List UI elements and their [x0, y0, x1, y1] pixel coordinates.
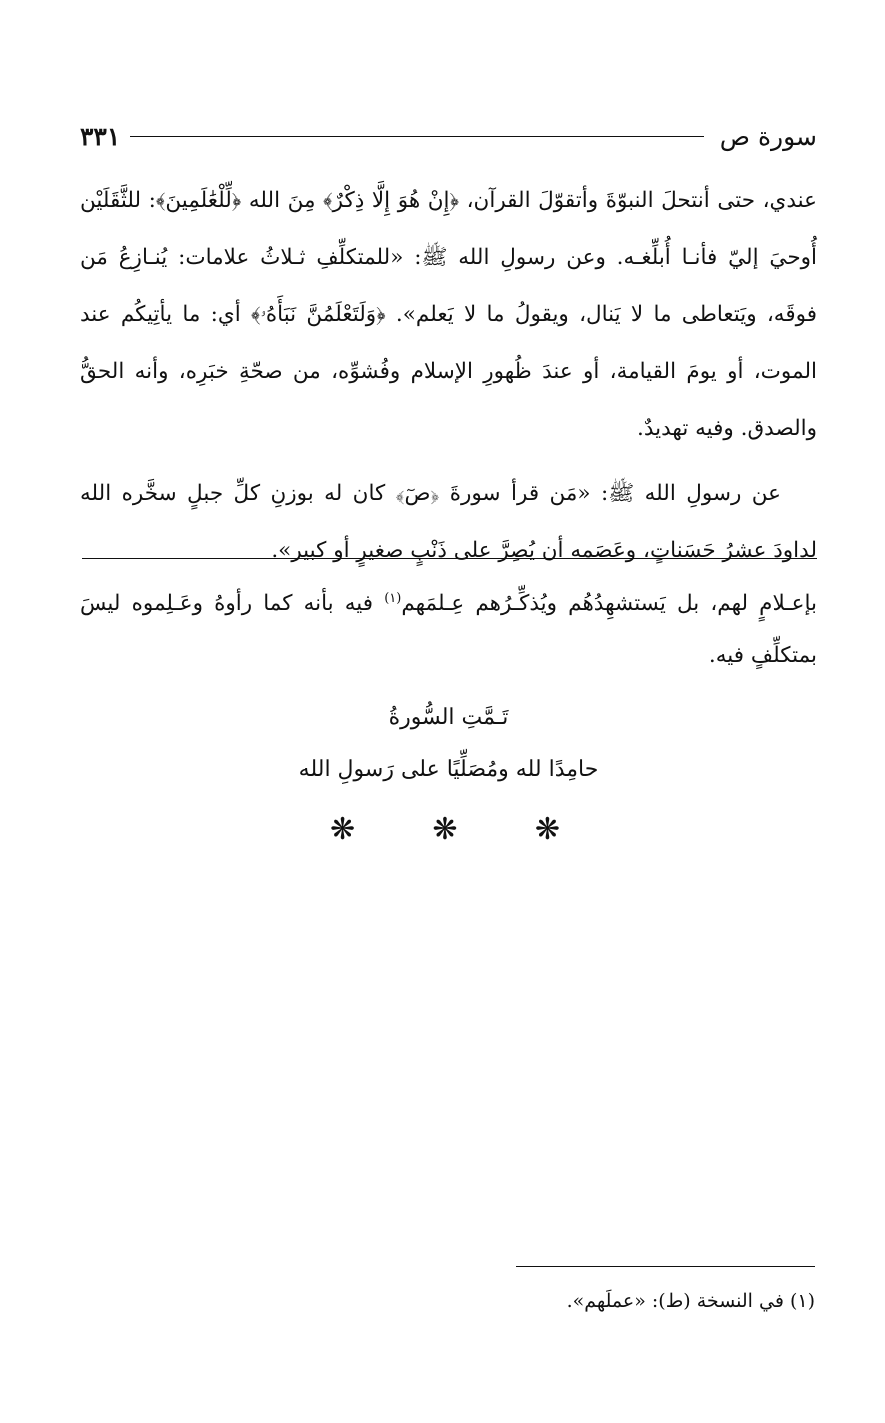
footnote: (١) في النسخة (ط): «عملَهم».: [566, 1290, 815, 1312]
star-ornament-icon: ❋: [432, 812, 458, 847]
closing-line-surah-ended: تَـمَّتِ السُّورةُ: [388, 705, 509, 730]
running-header: [80, 118, 817, 154]
footnote-rule: [516, 1266, 815, 1267]
header-rule: [130, 136, 703, 137]
closing-formula: [80, 692, 817, 796]
section-divider: [82, 558, 817, 559]
star-ornament-icon: ❋: [330, 812, 356, 847]
main-text: [80, 172, 817, 579]
page-number: ٣٣١: [80, 121, 121, 151]
star-ornament-icon: ❋: [534, 812, 560, 847]
surah-name: سورة ص: [719, 121, 817, 151]
star-separator: [330, 812, 560, 847]
closing-line-praise: حامِدًا لله ومُصَلِّيًا على رَسولِ الله: [298, 757, 599, 782]
paragraph-hadith: عن رسولِ الله ﷺ: «مَن قرأ سورةَ ﴿صٓ﴾ كان له بوزنِ كلِّ جبلٍ سخَّره الله لداودَ عشرُ حَسَناتٍ، وعَصَمه أن يُصِرَّ على ذَنْبٍ صغيرٍ أو كبير».: [80, 481, 817, 563]
margin-note: [80, 578, 817, 682]
margin-note-text-end: فيه بأنه كما رأوهُ وعَـلِموه ليسَ بمتكلِّفٍ فيه.: [80, 591, 817, 668]
footnote-reference: (١): [384, 590, 402, 606]
paragraph-commentary: عندي، حتى أنتحلَ النبوّةَ وأتقوّلَ القرآن، ﴿إِنْ هُوَ إِلَّا ذِكْرٌ﴾ مِنَ الله ﴿لِّلْعَٰلَمِينَ﴾: للثَّقَلَيْن أُوحيَ إليّ فأنـا أُبلِّغـه. وعن رسولِ الله ﷺ: «للمتكلِّفِ ثـلاثُ علامات: يُنـازِعُ مَن فوقَه، ويَتعاطى ما لا يَنال، ويقولُ ما لا يَعلم». ﴿وَلَتَعْلَمُنَّ نَبَأَهُۥ﴾ أي: ما يأتِيكُم عند الموت، أو يومَ القيامة، أو عندَ ظُهورِ الإسلام وفُشوِّه، من صحّةِ خبَرِه، وأنه الحقُّ والصدق. وفيه تهديدٌ.: [80, 188, 817, 441]
margin-note-paragraph: [80, 578, 817, 682]
margin-note-text-start: بإعـلامٍ لهم، بل يَستشهِدُهُم ويُذكِّـرُهم عِـلمَهم: [401, 591, 817, 616]
